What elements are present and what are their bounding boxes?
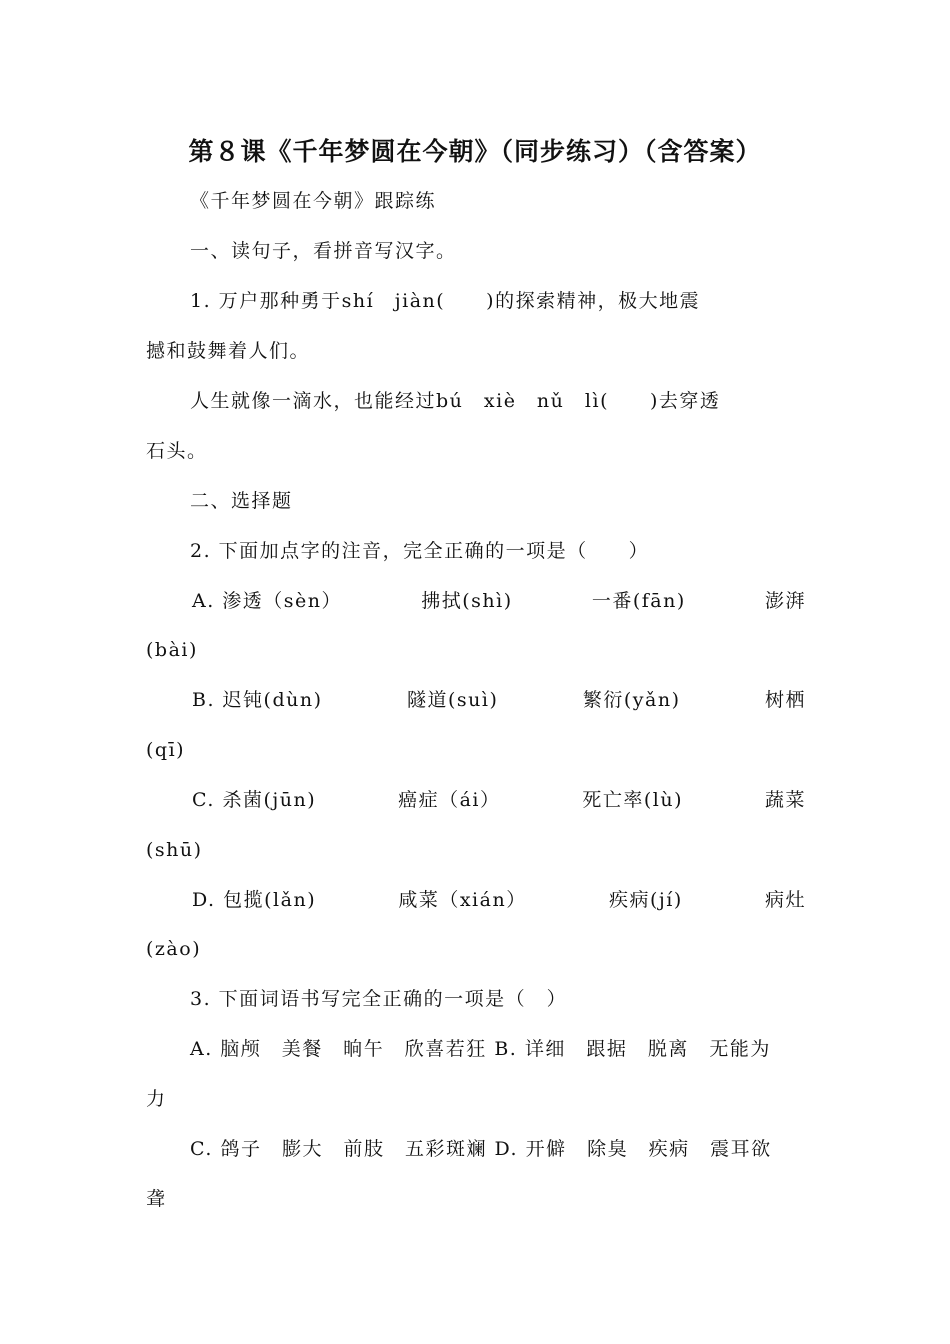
- option-d-item-4: 病灶: [764, 889, 806, 911]
- option-b-wrap: (qī): [146, 739, 186, 761]
- option-a-wrap: (bài): [146, 639, 198, 661]
- option-c-item-2: 癌症（ái）: [398, 789, 501, 811]
- option-b-item-2: 隧道(suì): [407, 689, 499, 711]
- question-3-line-1: A. 脑颅 美餐 晌午 欣喜若狂 B. 详细 跟据 脱离 无能为: [190, 1038, 771, 1060]
- option-c-item-1: C. 杀菌(jūn): [192, 789, 317, 811]
- question-2-option-c: [146, 787, 806, 813]
- option-c-wrap: (shū): [146, 839, 203, 861]
- question-1-line-4: 石头。: [146, 440, 208, 462]
- option-a-item-4: 澎湃: [764, 590, 806, 612]
- question-1-line-2: 撼和鼓舞着人们。: [146, 340, 311, 362]
- option-b-item-3: 繁衍(yǎn): [582, 689, 681, 711]
- option-b-item-1: B. 迟钝(dùn): [192, 689, 323, 711]
- subtitle: 《千年梦圆在今朝》跟踪练: [190, 190, 437, 212]
- question-2-option-a: [146, 588, 806, 614]
- question-3-stem: 3. 下面词语书写完全正确的一项是（ ）: [190, 988, 568, 1010]
- question-3-line-2-wrap: 聋: [146, 1188, 167, 1210]
- option-a-item-2: 拂拭(shì): [421, 590, 513, 612]
- option-c-item-4: 蔬菜: [764, 789, 806, 811]
- question-2-option-b: [146, 687, 806, 713]
- option-c-item-3: 死亡率(lù): [582, 789, 684, 811]
- page-title: 第８课《千年梦圆在今朝》（同步练习）（含答案）: [188, 137, 762, 166]
- option-a-item-1: A. 渗透（sèn）: [192, 590, 343, 612]
- option-b-item-4: 树栖: [764, 689, 806, 711]
- question-1-line-1: 1. 万户那种勇于shí jiàn( )的探索精神，极大地震: [190, 290, 701, 312]
- question-1-line-3: 人生就像一滴水，也能经过bú xiè nǔ lì( )去穿透: [190, 390, 721, 412]
- option-d-wrap: (zào): [146, 938, 202, 960]
- section-1-heading: 一、读句子，看拼音写汉字。: [190, 240, 457, 262]
- question-2-stem: 2. 下面加点字的注音，完全正确的一项是（ ）: [190, 540, 650, 562]
- question-3-line-1-wrap: 力: [146, 1088, 167, 1110]
- question-2-option-d: [146, 887, 806, 913]
- option-d-item-3: 疾病(jí): [608, 889, 683, 911]
- question-3-line-2: C. 鸽子 膨大 前肢 五彩斑斓 D. 开僻 除臭 疾病 震耳欲: [190, 1138, 772, 1160]
- option-a-item-3: 一番(fān): [591, 590, 686, 612]
- option-d-item-2: 咸菜（xián）: [398, 889, 527, 911]
- section-2-heading: 二、选择题: [190, 490, 293, 512]
- option-d-item-1: D. 包揽(lǎn): [192, 889, 317, 911]
